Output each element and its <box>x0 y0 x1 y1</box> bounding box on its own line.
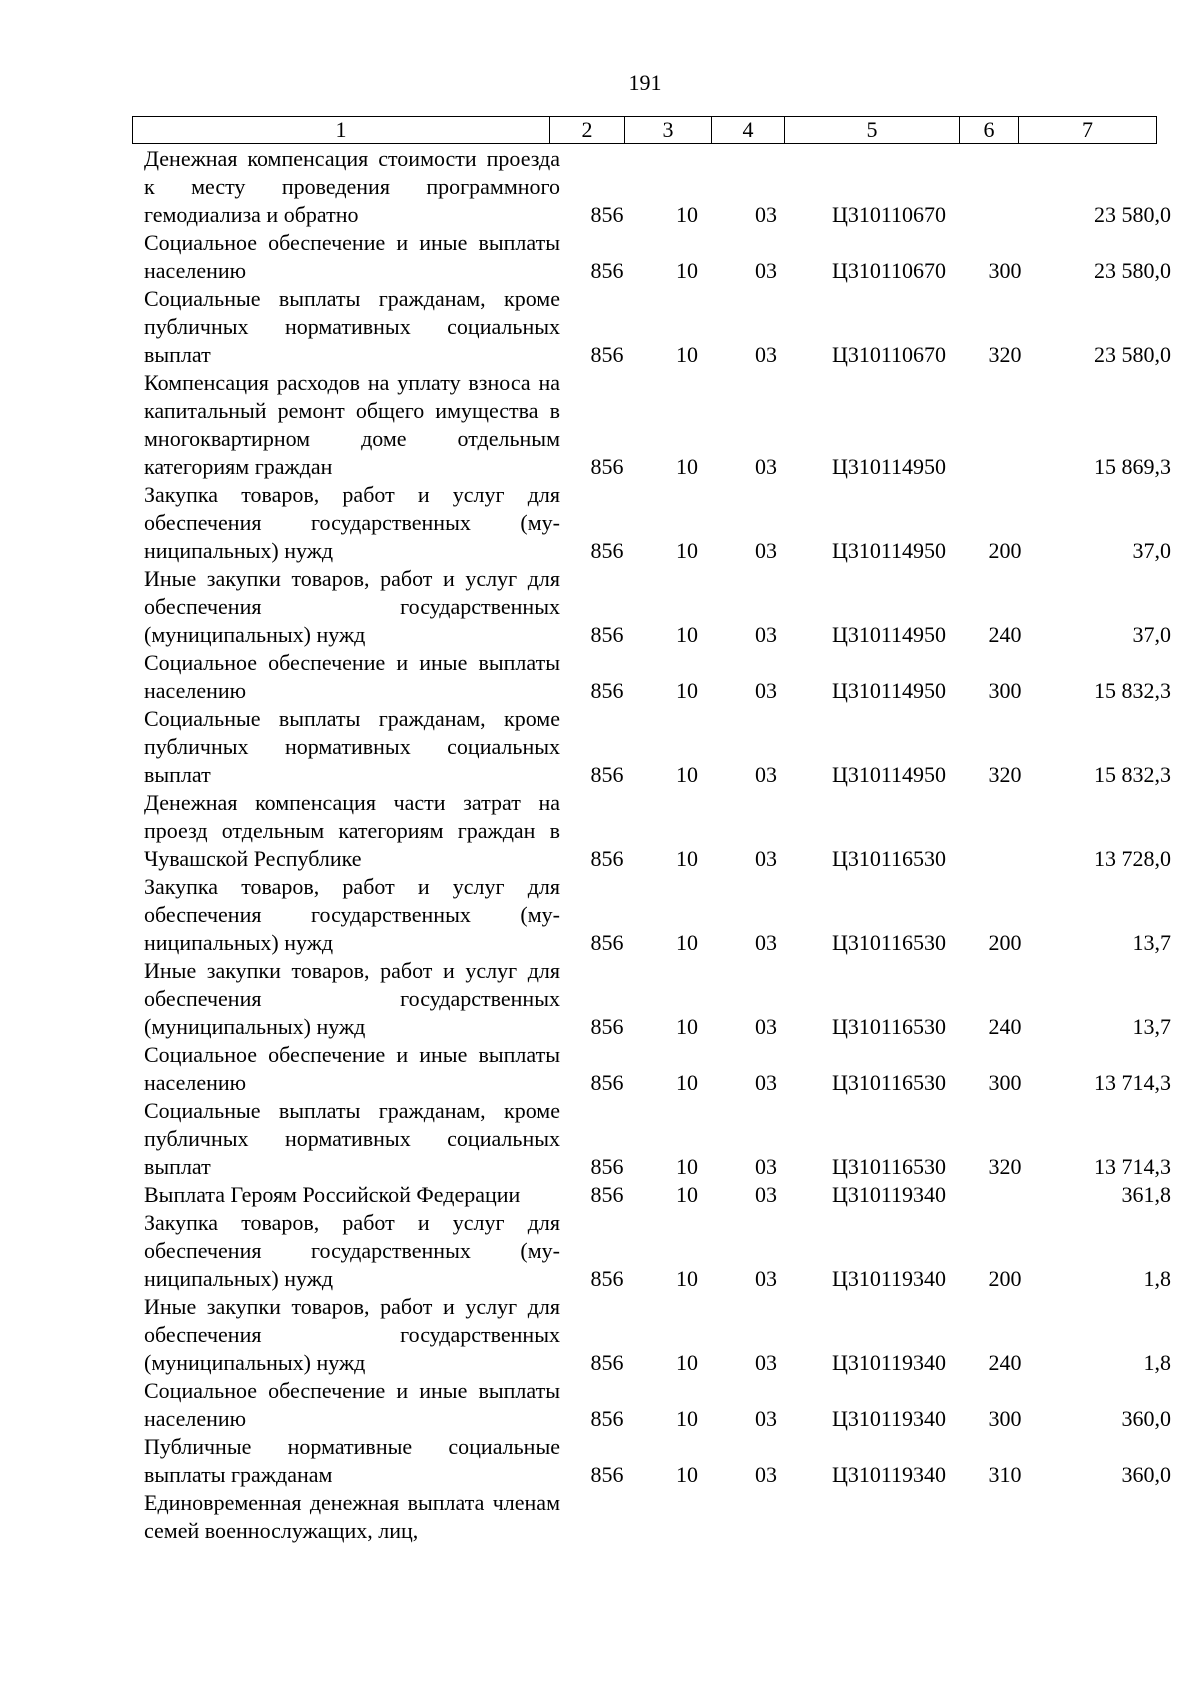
row-col-5: Ц310114950 <box>831 762 947 787</box>
row-col-4: 03 <box>755 258 777 283</box>
row-col-4: 03 <box>755 1406 777 1431</box>
table-row <box>132 369 1179 481</box>
row-col-7: 13,7 <box>1132 1014 1171 1039</box>
row-col-2: 856 <box>590 622 624 647</box>
row-col-6: 320 <box>988 1154 1022 1179</box>
row-col-2: 856 <box>590 454 624 479</box>
column-header-6: 6 <box>960 117 1019 144</box>
row-col-7: 13,7 <box>1132 930 1171 955</box>
row-col-3: 10 <box>676 1350 698 1375</box>
row-col-6 <box>976 1181 1034 1209</box>
row-col-6: 320 <box>988 762 1022 787</box>
table-row <box>132 1377 1179 1433</box>
row-description: Социальное обеспечение и иные выплаты населению <box>144 650 560 703</box>
row-col-7: 23 580,0 <box>1094 202 1171 227</box>
column-header-3: 3 <box>625 117 712 144</box>
row-col-5: Ц310119340 <box>831 1462 947 1487</box>
row-col-2: 856 <box>590 1406 624 1431</box>
row-col-2: 856 <box>590 202 624 227</box>
row-col-5: Ц310114950 <box>831 678 947 703</box>
row-col-5 <box>802 1489 976 1545</box>
row-col-3: 10 <box>676 258 698 283</box>
column-header-5: 5 <box>785 117 960 144</box>
row-col-6: 240 <box>988 1014 1022 1039</box>
row-col-4: 03 <box>755 678 777 703</box>
row-col-7: 360,0 <box>1121 1462 1171 1487</box>
table-row <box>132 1209 1179 1293</box>
table-row <box>132 565 1179 649</box>
row-col-5: Ц310110670 <box>831 342 947 367</box>
table-row <box>132 789 1179 873</box>
row-col-2 <box>570 1489 644 1545</box>
table-row <box>132 957 1179 1041</box>
row-col-6: 310 <box>988 1462 1022 1487</box>
row-col-5: Ц310110670 <box>831 258 947 283</box>
column-header-table <box>132 116 1157 144</box>
row-col-7: 13 728,0 <box>1094 846 1171 871</box>
row-col-3: 10 <box>676 454 698 479</box>
column-header-4: 4 <box>712 117 785 144</box>
row-col-2: 856 <box>590 1266 624 1291</box>
row-col-3: 10 <box>676 1182 698 1207</box>
row-col-3: 10 <box>676 762 698 787</box>
table-row <box>132 873 1179 957</box>
row-col-2: 856 <box>590 762 624 787</box>
row-col-2: 856 <box>590 258 624 283</box>
table-row <box>132 1433 1179 1489</box>
row-col-5: Ц310116530 <box>831 1014 947 1039</box>
table-row <box>132 705 1179 789</box>
row-col-4: 03 <box>755 930 777 955</box>
row-description: Закупка товаров, работ и услуг для обеспечения государственных (муниципальных) нужд <box>144 1210 560 1291</box>
row-col-2: 856 <box>590 678 624 703</box>
row-col-2: 856 <box>590 538 624 563</box>
row-col-6 <box>976 789 1034 873</box>
row-description: Публичные нормативные социальные выплаты гражданам <box>144 1434 560 1487</box>
column-header-row <box>133 117 1157 144</box>
row-description: Социальное обеспечение и иные выплаты населению <box>144 1042 560 1095</box>
row-col-4: 03 <box>755 538 777 563</box>
row-col-6: 300 <box>988 258 1022 283</box>
row-col-5: Ц310119340 <box>831 1266 947 1291</box>
table-row <box>132 229 1179 285</box>
row-col-3: 10 <box>676 846 698 871</box>
row-description: Компенсация расходов на уплату взноса на капитальный ремонт общего имущества в многоквартирном доме отдельным категориям граждан <box>144 370 560 479</box>
table-row <box>132 145 1179 229</box>
row-col-7: 37,0 <box>1132 622 1171 647</box>
table-row <box>132 1489 1179 1545</box>
table-row <box>132 285 1179 369</box>
row-col-7: 13 714,3 <box>1094 1070 1171 1095</box>
row-description: Социальные выплаты гражданам, кроме публичных нормативных социальных выплат <box>144 286 560 367</box>
row-description: Социальные выплаты гражданам, кроме публичных нормативных социальных выплат <box>144 706 560 787</box>
row-col-2: 856 <box>590 1154 624 1179</box>
row-col-3 <box>644 1489 730 1545</box>
page-number: 191 <box>628 70 662 95</box>
column-header-7: 7 <box>1019 117 1157 144</box>
row-col-4: 03 <box>755 622 777 647</box>
row-col-4: 03 <box>755 1350 777 1375</box>
row-col-2: 856 <box>590 1350 624 1375</box>
row-description: Закупка товаров, работ и услуг для обеспечения государственных (муниципальных) нужд <box>144 482 560 563</box>
budget-table <box>132 145 1179 1545</box>
row-col-5: Ц310119340 <box>831 1182 947 1207</box>
row-col-5: Ц310116530 <box>831 1070 947 1095</box>
row-col-6: 200 <box>988 538 1022 563</box>
row-col-5: Ц310114950 <box>831 622 947 647</box>
row-description: Иные закупки товаров, работ и услуг для обеспечения государственных (муниципальных) нужд <box>144 1294 560 1375</box>
row-col-4 <box>730 1489 802 1545</box>
row-col-4: 03 <box>755 1014 777 1039</box>
row-col-3: 10 <box>676 1266 698 1291</box>
row-col-5: Ц310116530 <box>831 846 947 871</box>
row-col-3: 10 <box>676 1014 698 1039</box>
row-col-6: 320 <box>988 342 1022 367</box>
row-col-5: Ц310114950 <box>831 538 947 563</box>
row-col-7: 1,8 <box>1143 1266 1171 1291</box>
row-col-4: 03 <box>755 846 777 871</box>
row-col-4: 03 <box>755 1070 777 1095</box>
row-col-5: Ц310119340 <box>831 1406 947 1431</box>
row-col-5: Ц310119340 <box>831 1350 947 1375</box>
row-col-6 <box>976 1489 1034 1545</box>
row-col-6: 200 <box>988 930 1022 955</box>
row-description: Иные закупки товаров, работ и услуг для обеспечения государственных (муниципальных) нужд <box>144 958 560 1039</box>
row-col-3: 10 <box>676 1154 698 1179</box>
row-col-4: 03 <box>755 1266 777 1291</box>
row-description: Выплата Героям Российской Федерации <box>144 1182 521 1207</box>
row-col-4: 03 <box>755 1182 777 1207</box>
column-header-1: 1 <box>133 117 550 144</box>
row-col-6 <box>976 369 1034 481</box>
row-col-4: 03 <box>755 1462 777 1487</box>
row-col-3: 10 <box>676 538 698 563</box>
row-col-7: 13 714,3 <box>1094 1154 1171 1179</box>
row-col-3: 10 <box>676 1462 698 1487</box>
row-col-3: 10 <box>676 202 698 227</box>
row-col-6: 300 <box>988 1406 1022 1431</box>
row-description: Денежная компенсация части затрат на проезд отдельным категориям граждан в Чувашской Республике <box>144 790 560 871</box>
row-col-7: 15 832,3 <box>1094 678 1171 703</box>
table-row <box>132 649 1179 705</box>
row-col-4: 03 <box>755 1154 777 1179</box>
row-col-4: 03 <box>755 342 777 367</box>
row-col-5: Ц310116530 <box>831 1154 947 1179</box>
row-description: Единовременная денежная выплата членам семей военнослужащих, лиц, <box>144 1490 560 1543</box>
row-description: Закупка товаров, работ и услуг для обеспечения государственных (муниципальных) нужд <box>144 874 560 955</box>
row-col-3: 10 <box>676 1070 698 1095</box>
row-col-5: Ц310114950 <box>831 454 947 479</box>
row-col-2: 856 <box>590 342 624 367</box>
row-col-2: 856 <box>590 1014 624 1039</box>
row-col-7: 15 832,3 <box>1094 762 1171 787</box>
row-col-4: 03 <box>755 454 777 479</box>
row-col-6: 300 <box>988 678 1022 703</box>
row-col-5: Ц310116530 <box>831 930 947 955</box>
row-col-6: 240 <box>988 1350 1022 1375</box>
row-col-7: 23 580,0 <box>1094 258 1171 283</box>
row-col-2: 856 <box>590 1182 624 1207</box>
row-col-2: 856 <box>590 1462 624 1487</box>
row-col-4: 03 <box>755 762 777 787</box>
row-col-3: 10 <box>676 678 698 703</box>
row-col-7: 1,8 <box>1143 1350 1171 1375</box>
row-col-3: 10 <box>676 342 698 367</box>
row-col-2: 856 <box>590 846 624 871</box>
table-row <box>132 1097 1179 1181</box>
table-row <box>132 1041 1179 1097</box>
row-description: Социальное обеспечение и иные выплаты населению <box>144 1378 560 1431</box>
row-description: Социальное обеспечение и иные выплаты населению <box>144 230 560 283</box>
row-col-7: 361,8 <box>1121 1182 1171 1207</box>
row-col-6: 200 <box>988 1266 1022 1291</box>
row-col-6 <box>976 145 1034 229</box>
row-col-2: 856 <box>590 930 624 955</box>
row-col-3: 10 <box>676 930 698 955</box>
row-col-4: 03 <box>755 202 777 227</box>
row-col-7 <box>1034 1489 1179 1545</box>
row-col-7: 15 869,3 <box>1094 454 1171 479</box>
row-col-7: 360,0 <box>1121 1406 1171 1431</box>
row-col-5: Ц310110670 <box>831 202 947 227</box>
row-description: Денежная компенсация стоимости проезда к месту проведения программного гемодиализа и обратно <box>144 146 560 227</box>
row-col-6: 300 <box>988 1070 1022 1095</box>
row-col-7: 37,0 <box>1132 538 1171 563</box>
row-description: Социальные выплаты гражданам, кроме публичных нормативных социальных выплат <box>144 1098 560 1179</box>
row-col-7: 23 580,0 <box>1094 342 1171 367</box>
table-row <box>132 481 1179 565</box>
table-row <box>132 1293 1179 1377</box>
column-header-2: 2 <box>550 117 625 144</box>
table-row <box>132 1181 1179 1209</box>
row-description: Иные закупки товаров, работ и услуг для обеспечения государственных (муниципальных) нужд <box>144 566 560 647</box>
row-col-2: 856 <box>590 1070 624 1095</box>
row-col-3: 10 <box>676 622 698 647</box>
row-col-3: 10 <box>676 1406 698 1431</box>
row-col-6: 240 <box>988 622 1022 647</box>
